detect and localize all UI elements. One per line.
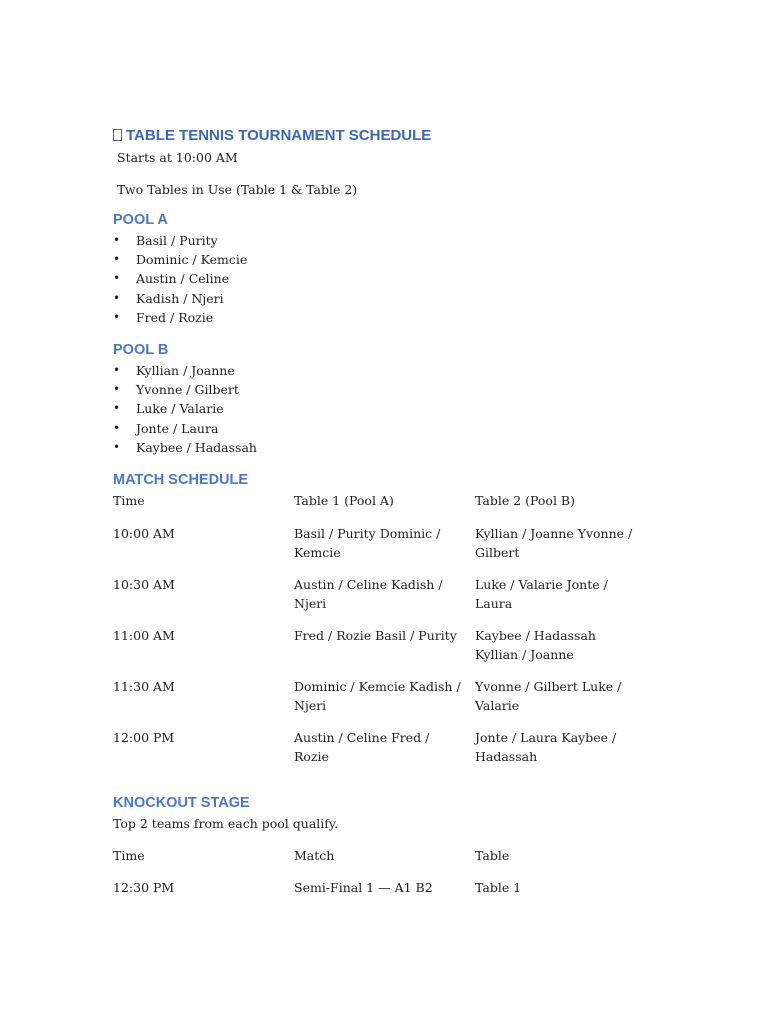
team-name: Kadish / Njeri	[136, 290, 224, 306]
team-name: Jonte / Laura	[136, 420, 219, 436]
match-line: Austin / Celine Fred /	[294, 729, 430, 745]
knockout-note: Top 2 teams from each pool qualify.	[113, 815, 339, 831]
list-item	[113, 380, 653, 399]
match-line: Rozie	[294, 749, 329, 765]
match-time: 11:30 AM	[113, 678, 175, 694]
list-item	[113, 399, 653, 418]
match-line: Kyllian / Joanne Yvonne /	[475, 525, 633, 541]
team-name: Fred / Rozie	[136, 309, 214, 325]
match-line: Njeri	[294, 698, 327, 714]
match-time: 11:00 AM	[113, 627, 175, 643]
list-item	[113, 308, 653, 327]
table-row	[113, 626, 653, 665]
list-item	[113, 250, 653, 269]
knockout-table-assignment: Table 1	[475, 880, 522, 896]
bullet-icon: •	[113, 382, 121, 397]
table-row	[113, 524, 653, 563]
bullet-icon: •	[113, 363, 121, 378]
table-row	[113, 878, 653, 898]
list-item	[113, 269, 653, 288]
team-name: Luke / Valarie	[136, 401, 224, 417]
match-line: Luke / Valarie Jonte /	[475, 576, 608, 592]
table-1-matches	[294, 626, 475, 665]
match-schedule-table	[113, 491, 653, 767]
table-2-matches	[475, 728, 645, 767]
column-header-table-2: Table 2 (Pool B)	[475, 493, 575, 509]
match-line: Jonte / Laura Kaybee /	[475, 729, 617, 745]
team-name: Dominic / Kemcie	[136, 252, 248, 268]
match-line: Dominic / Kemcie Kadish /	[294, 678, 461, 694]
match-line: Gilbert	[475, 545, 520, 561]
table-1-matches	[294, 728, 475, 767]
match-time: 10:00 AM	[113, 525, 175, 541]
column-header-time: Time	[113, 847, 145, 863]
list-item	[113, 438, 653, 457]
match-line: Kyllian / Joanne	[475, 647, 574, 663]
bullet-icon: •	[113, 309, 121, 324]
pool-b-list	[113, 361, 653, 457]
document-page	[113, 124, 653, 898]
column-header-table-1: Table 1 (Pool A)	[294, 493, 394, 509]
team-name: Austin / Celine	[136, 271, 230, 287]
table-row	[113, 575, 653, 614]
match-line: Yvonne / Gilbert Luke /	[475, 678, 622, 694]
match-line: Laura	[475, 596, 513, 612]
table-2-matches	[475, 677, 645, 716]
start-time-text: Starts at 10:00 AM	[117, 150, 238, 165]
column-header-match: Match	[294, 847, 335, 863]
team-name: Yvonne / Gilbert	[136, 382, 239, 398]
knockout-heading: KNOCKOUT STAGE	[113, 794, 250, 811]
match-line: Basil / Purity Dominic /	[294, 525, 441, 541]
table-header-row	[113, 491, 653, 511]
table-1-matches	[294, 575, 475, 614]
pool-b-heading: POOL B	[113, 342, 169, 359]
match-line: Austin / Celine Kadish /	[294, 576, 443, 592]
bullet-icon: •	[113, 290, 121, 305]
team-name: Basil / Purity	[136, 233, 218, 248]
document-title	[113, 124, 653, 148]
match-line: Kaybee / Hadassah	[475, 627, 596, 643]
bullet-icon: •	[113, 252, 121, 267]
table-2-matches	[475, 524, 645, 563]
list-item	[113, 361, 653, 380]
team-name: Kaybee / Hadassah	[136, 439, 257, 455]
bullet-icon: •	[113, 439, 121, 454]
column-header-time: Time	[113, 493, 145, 509]
match-schedule-heading: MATCH SCHEDULE	[113, 472, 249, 489]
table-row	[113, 677, 653, 716]
list-item	[113, 289, 653, 308]
tables-note-text: Two Tables in Use (Table 1 & Table 2)	[117, 182, 358, 197]
pool-a-heading: POOL A	[113, 212, 168, 228]
match-line: Njeri	[294, 596, 327, 612]
list-item	[113, 419, 653, 438]
bullet-icon: •	[113, 420, 121, 435]
document-title-text: TABLE TENNIS TOURNAMENT SCHEDULE	[126, 127, 432, 144]
match-line: Fred / Rozie Basil / Purity	[294, 627, 457, 643]
column-header-table: Table	[475, 847, 510, 863]
bullet-icon: •	[113, 401, 121, 416]
table-2-matches	[475, 626, 645, 665]
table-row	[113, 728, 653, 767]
bullet-icon: •	[113, 271, 121, 286]
table-1-matches	[294, 677, 475, 716]
match-line: Valarie	[475, 698, 520, 714]
match-line: Hadassah	[475, 749, 538, 765]
knockout-time: 12:30 PM	[113, 880, 175, 896]
pool-a-list	[113, 231, 653, 327]
list-item	[113, 231, 653, 250]
unrendered-emoji-icon	[113, 129, 122, 141]
match-time: 12:00 PM	[113, 729, 175, 745]
team-name: Kyllian / Joanne	[136, 363, 235, 379]
match-line: Kemcie	[294, 545, 341, 561]
table-1-matches	[294, 524, 475, 563]
table-header-row	[113, 846, 653, 866]
knockout-table	[113, 846, 653, 898]
match-time: 10:30 AM	[113, 576, 175, 592]
knockout-match: Semi-Final 1 — A1 B2	[294, 880, 433, 896]
table-2-matches	[475, 575, 645, 614]
bullet-icon: •	[113, 233, 121, 247]
